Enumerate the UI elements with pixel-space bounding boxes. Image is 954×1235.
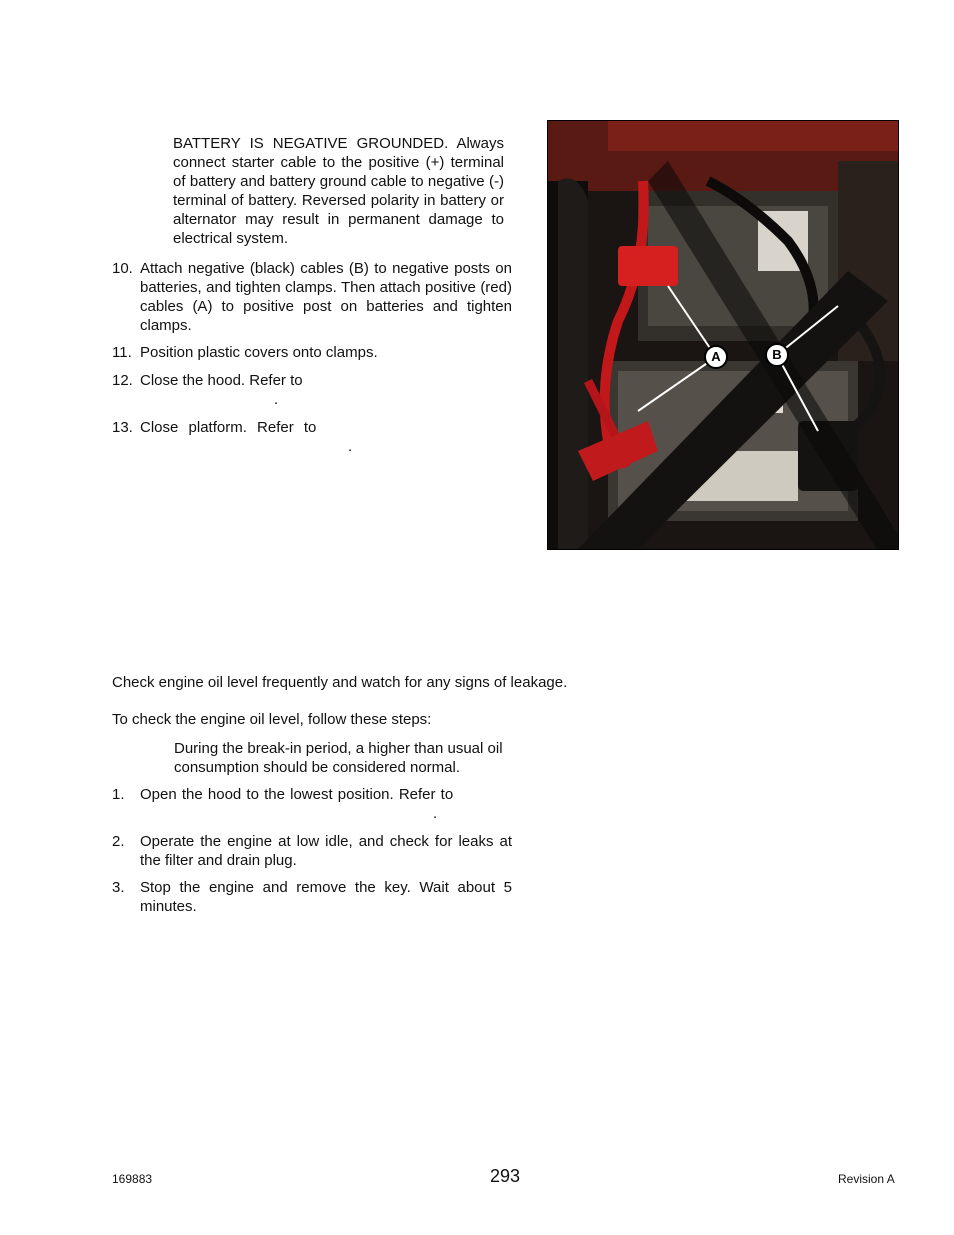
step-number: 12. — [112, 372, 133, 389]
page-number: 293 — [490, 1166, 521, 1186]
step-number: 10. — [112, 260, 133, 277]
revision: Revision A — [838, 1172, 895, 1186]
step-tail: . — [274, 391, 279, 408]
step-number: 3. — [112, 879, 125, 896]
step-number: 11. — [112, 344, 132, 361]
battery-photo — [547, 120, 899, 550]
step-tail: . — [348, 438, 353, 455]
step-number: 2. — [112, 833, 125, 850]
step-text: Position plastic covers onto clamps. — [140, 344, 378, 361]
step-number: 1. — [112, 786, 125, 803]
doc-number: 169883 — [112, 1172, 153, 1186]
callout-a: A — [704, 345, 728, 369]
step-text: Stop the engine and remove the key. Wait about 5 minutes. — [140, 879, 512, 915]
step-text: Close platform. Refer to — [140, 419, 317, 436]
oil-intro: Check engine oil level frequently and watch for any signs of leakage. — [112, 674, 568, 691]
step-text: Open the hood to the lowest position. Refer to — [140, 786, 454, 803]
step-number: 13. — [112, 419, 133, 436]
step-text: Close the hood. Refer to — [140, 372, 303, 389]
step-tail: . — [433, 805, 438, 822]
step-text: Attach negative (black) cables (B) to negative posts on batteries, and tighten clamps. Then attach positive (red) cables (A) to positive post on batteries and tighten clamps. — [140, 260, 512, 334]
warning-text: BATTERY IS NEGATIVE GROUNDED. Always connect starter cable to the positive (+) terminal of battery and battery ground cable to negative (-) terminal of battery. Reversed polarity in battery or alternator may result in permanent damage to electrical system. — [173, 135, 504, 247]
callout-b: B — [765, 343, 789, 367]
oil-note: During the break-in period, a higher than usual oil consumption should be considered normal. — [174, 740, 503, 776]
oil-steps-intro: To check the engine oil level, follow these steps: — [112, 711, 432, 728]
step-text: Operate the engine at low idle, and check for leaks at the filter and drain plug. — [140, 833, 512, 869]
battery-illustration — [548, 121, 898, 549]
